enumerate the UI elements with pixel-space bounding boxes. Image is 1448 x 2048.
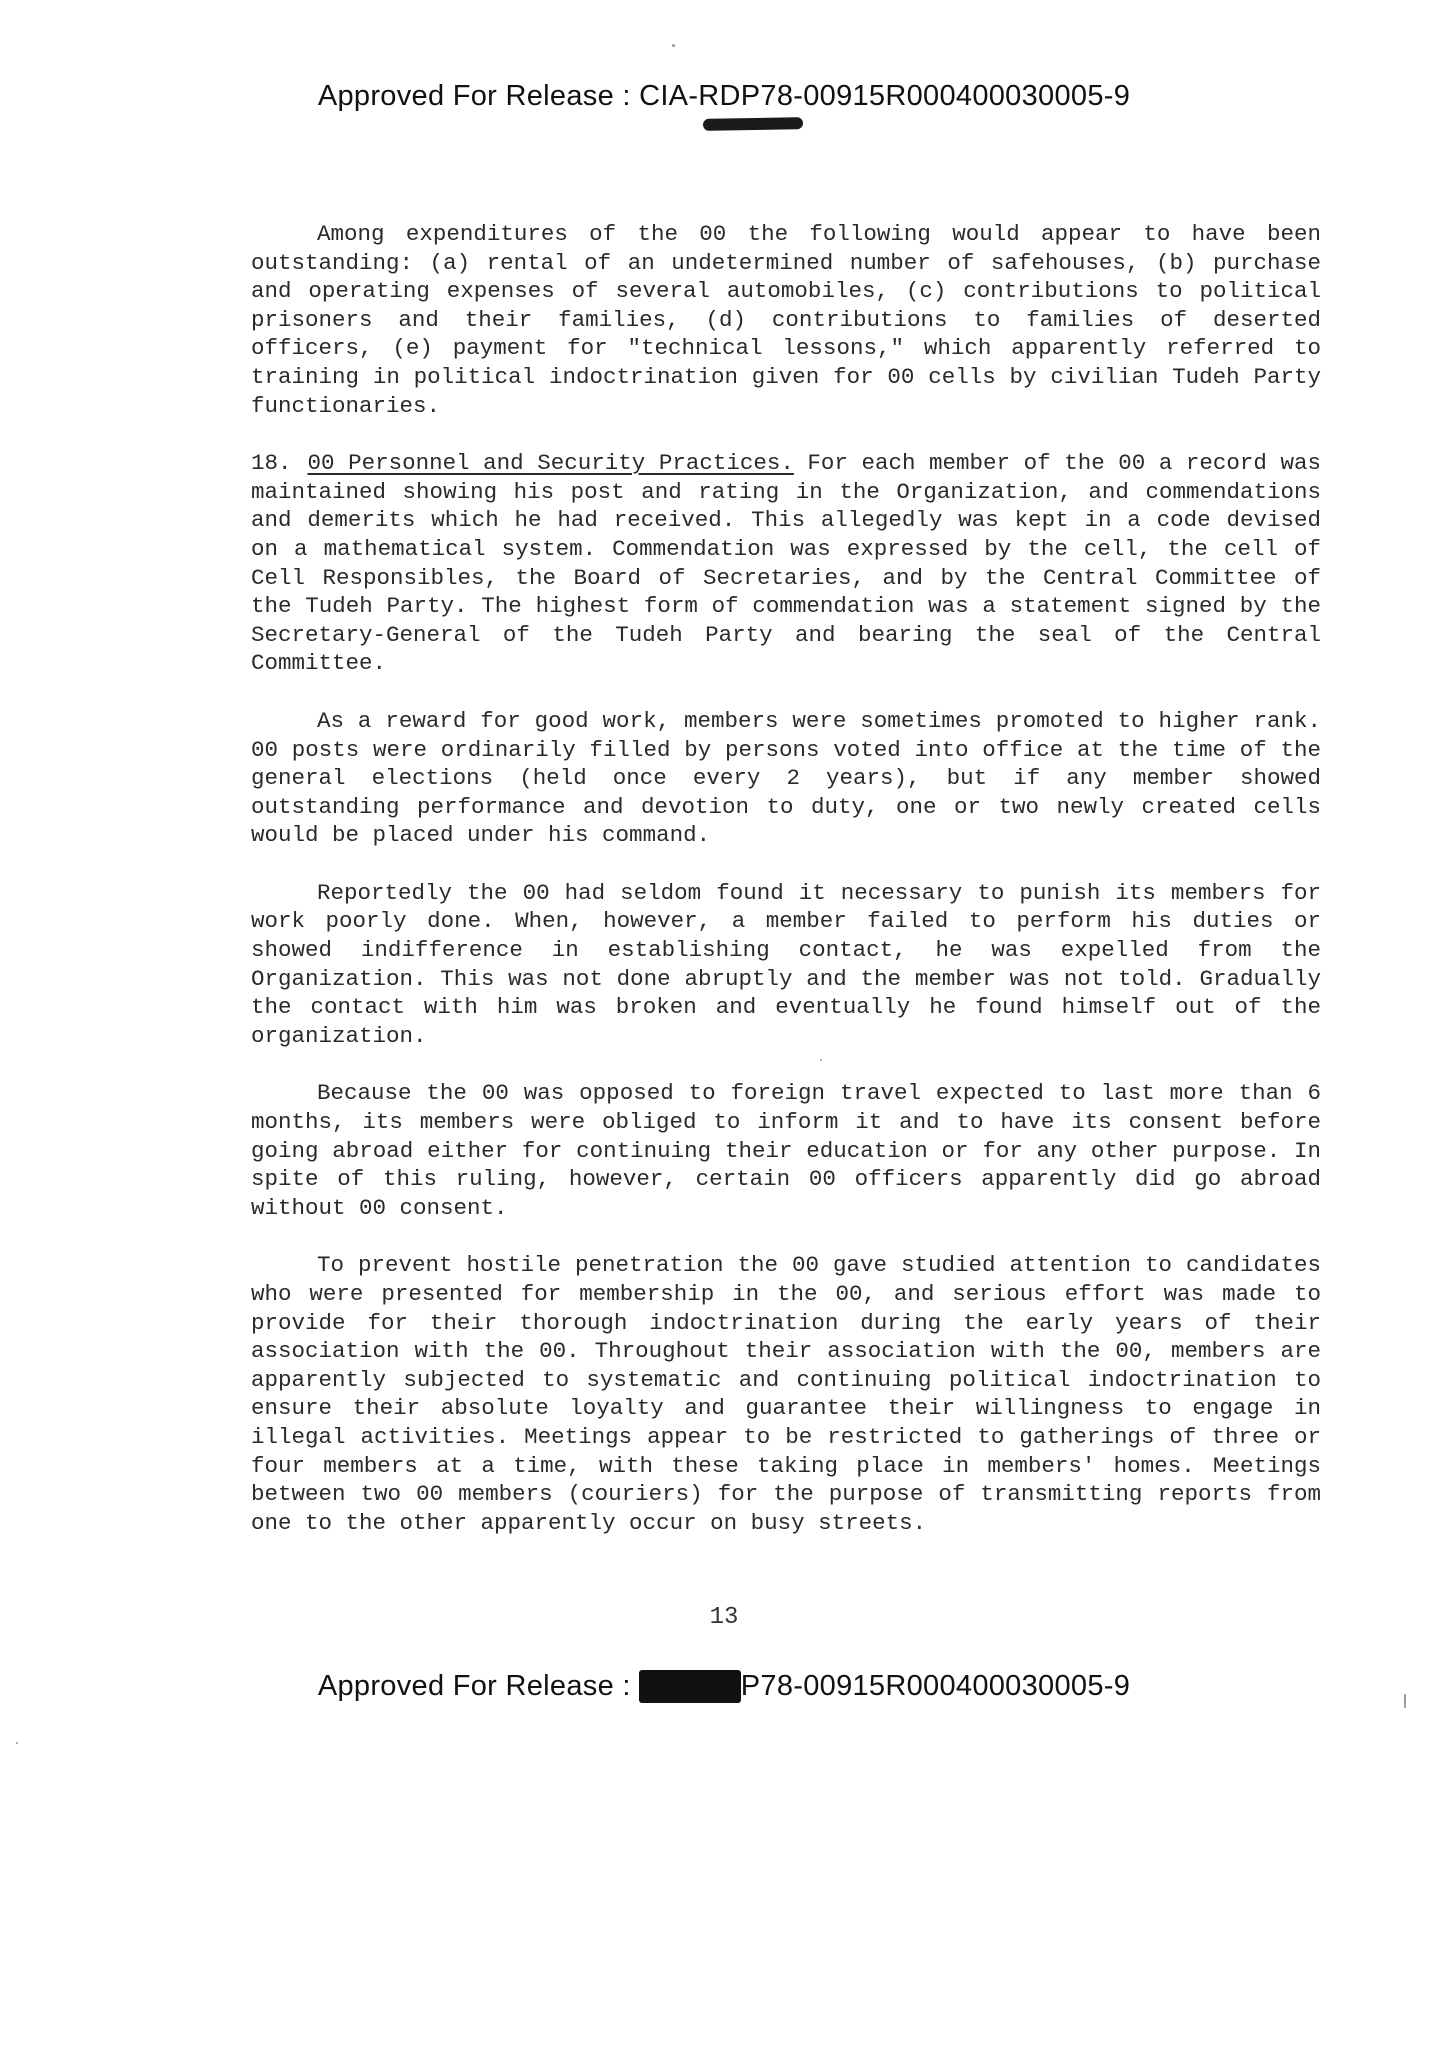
release-footer-id: P78-00915R000400030005-9	[740, 1670, 1131, 1702]
paragraph-section-18	[251, 449, 1321, 678]
scan-speck	[672, 44, 675, 47]
paragraph-rewards: As a reward for good work, members were sometimes promoted to higher rank. 00 posts were ordinarily filled by persons voted into office at the time of the general elections (held once every 2 years), but if any member showed outstanding performance and devotion to duty, one or two newly created cells would be placed under his command.	[251, 707, 1321, 849]
release-header-id: CIA-RDP78-00915R000400030005-9	[639, 80, 1131, 112]
release-header-prefix: Approved For Release :	[317, 80, 640, 112]
release-header	[0, 80, 1448, 113]
classification-stamp-redaction	[703, 117, 803, 131]
paragraph-penetration: To prevent hostile penetration the 00 gave studied attention to candidates who were presented for membership in the 00, and serious effort was made to provide for their thorough indoctrination during the early years of their association with the 00. Throughout their association with the 00, members are apparently subjected to systematic and continuing political indoctrination to ensure their absolute loyalty and guarantee their willingness to engage in illegal activities. Meetings appear to be restricted to gatherings of three or four members at a time, with these taking place in members' homes. Meetings between two 00 members (couriers) for the purpose of transmitting reports from one to the other apparently occur on busy streets.	[251, 1252, 1321, 1536]
scan-speck	[16, 1742, 18, 1744]
release-footer	[0, 1670, 1448, 1703]
release-footer-prefix: Approved For Release :	[317, 1670, 640, 1702]
paragraph-expenditures: Among expenditures of the 00 the following would appear to have been outstanding: (a) rental of an undetermined number of safehouses, (b) purchase and operating expenses of several automobiles, (c) contributions to political prisoners and their families, (d) contributions to families of deserted officers, (e) payment for "technical lessons," which apparently referred to training in political indoctrination given for 00 cells by civilian Tudeh Party functionaries.	[251, 221, 1321, 419]
section-18-text: For each member of the 00 a record was maintained showing his post and rating in the Organization, and commendations and demerits which he had received. This allegedly was kept in a code devised on a mathematical system. Commendation was expressed by the cell, the cell of Cell Responsibles, the Board of Secretaries, and by the Central Committee of the Tudeh Party. The highest form of commendation was a statement signed by the Secretary-General of the Tudeh Party and bearing the seal of the Central Committee.	[251, 450, 1321, 677]
paragraph-foreign-travel: Because the 00 was opposed to foreign travel expected to last more than 6 months, its members were obliged to inform it and to have its consent before going abroad either for continuing their education or for any other purpose. In spite of this ruling, however, certain 00 officers apparently did go abroad without 00 consent.	[251, 1080, 1321, 1221]
release-footer-redacted-id: CIA-RD	[639, 1670, 741, 1702]
document-body	[251, 220, 1321, 1566]
scan-speck	[1404, 1694, 1406, 1708]
paragraph-punishment: Reportedly the 00 had seldom found it necessary to punish its members for work poorly done. When, however, a member failed to perform his duties or showed indifference in establishing contact, he was expelled from the Organization. This was not done abruptly and the member was not told. Gradually the contact with him was broken and eventually he found himself out of the organization.	[251, 879, 1321, 1049]
section-title: 00 Personnel and Security Practices.	[307, 450, 794, 477]
section-number: 18.	[251, 450, 292, 477]
scan-speck	[820, 1059, 822, 1061]
page-number: 13	[709, 1604, 739, 1631]
